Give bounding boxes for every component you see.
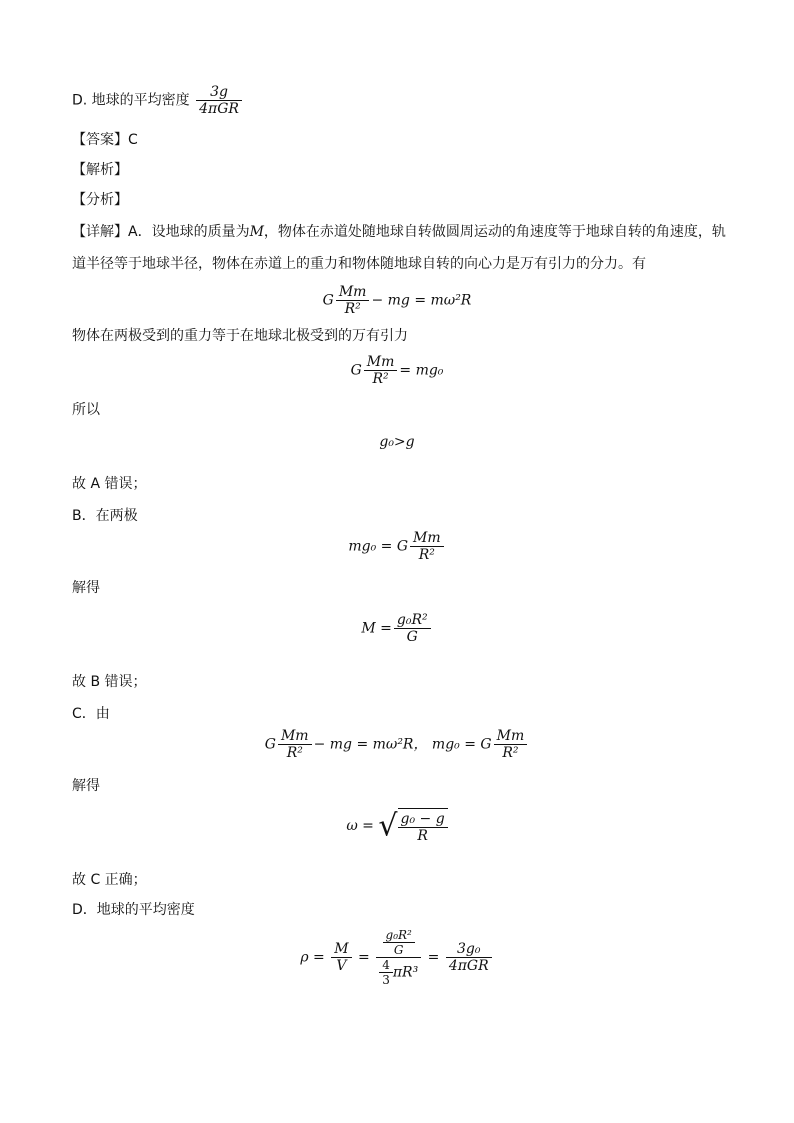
equation-1: G $\frac{Mm}{\text{R²}}$ − mg = mω²R [322, 284, 472, 317]
analysis-heading: 【解析】 [72, 162, 128, 178]
option-d [72, 84, 244, 117]
equation-8: ρ = $\frac{M}{V}$ = $\frac{\text{g₀R²}}{G}$ $\frac{4}{3}$ πR³ = $\frac{\text{3g₀}}{\text{4πGR}}$ [0, 928, 794, 987]
detail-line-5: 故 A 错误； [72, 476, 147, 492]
sqrt-symbol: √ $\frac{\text{g₀ − g}}{R}$ [378, 808, 447, 844]
fenxi-heading: 【分析】 [72, 192, 128, 208]
option-d-label: D. 地球的平均密度 [72, 92, 190, 109]
detail-line-8: 故 B 错误； [72, 674, 147, 690]
detail-line-2: 道半径等于地球半径，物体在赤道上的重力和物体随地球自转的向心力是万有引力的分力。有 [72, 256, 646, 272]
detail-line-9: C．由 [72, 706, 110, 722]
compound-fraction: $\frac{\text{g₀R²}}{G}$ $\frac{4}{3}$ πR³ [376, 928, 421, 987]
detail-line-3: 物体在两极受到的重力等于在地球北极受到的万有引力 [72, 328, 408, 344]
detail-line-4: 所以 [72, 402, 100, 418]
equation-6: G $\frac{Mm}{\text{R²}}$ − mg = mω²R， mg₀ = G $\frac{Mm}{\text{R²}}$ [0, 728, 794, 761]
option-d-fraction: $\frac{3g}{\text{4πGR}}$ [196, 84, 242, 117]
detail-line-10: 解得 [72, 778, 100, 794]
equation-3: g₀>g [379, 434, 415, 450]
equation-5: M = $\frac{\text{g₀R²}}{G}$ [0, 612, 794, 645]
equation-7: ω = √ $\frac{\text{g₀ − g}}{R}$ [0, 808, 794, 844]
detail-line-6: B．在两极 [72, 508, 138, 524]
equation-4: mg₀ = G $\frac{Mm}{\text{R²}}$ [0, 530, 794, 563]
fraction-mm-r2: $\frac{Mm}{\text{R²}}$ [336, 284, 370, 317]
detail-line-1: 【详解】A．设地球的质量为M，物体在赤道处随地球自转做圆周运动的角速度等于地球自转的角速度，轨 [72, 224, 726, 240]
detail-line-7: 解得 [72, 580, 100, 596]
detail-line-11: 故 C 正确； [72, 872, 147, 888]
detail-line-12: D．地球的平均密度 [72, 902, 195, 918]
answer-line: 【答案】C [72, 132, 138, 148]
equation-2: G $\frac{Mm}{\text{R²}}$ = mg₀ [350, 354, 444, 387]
